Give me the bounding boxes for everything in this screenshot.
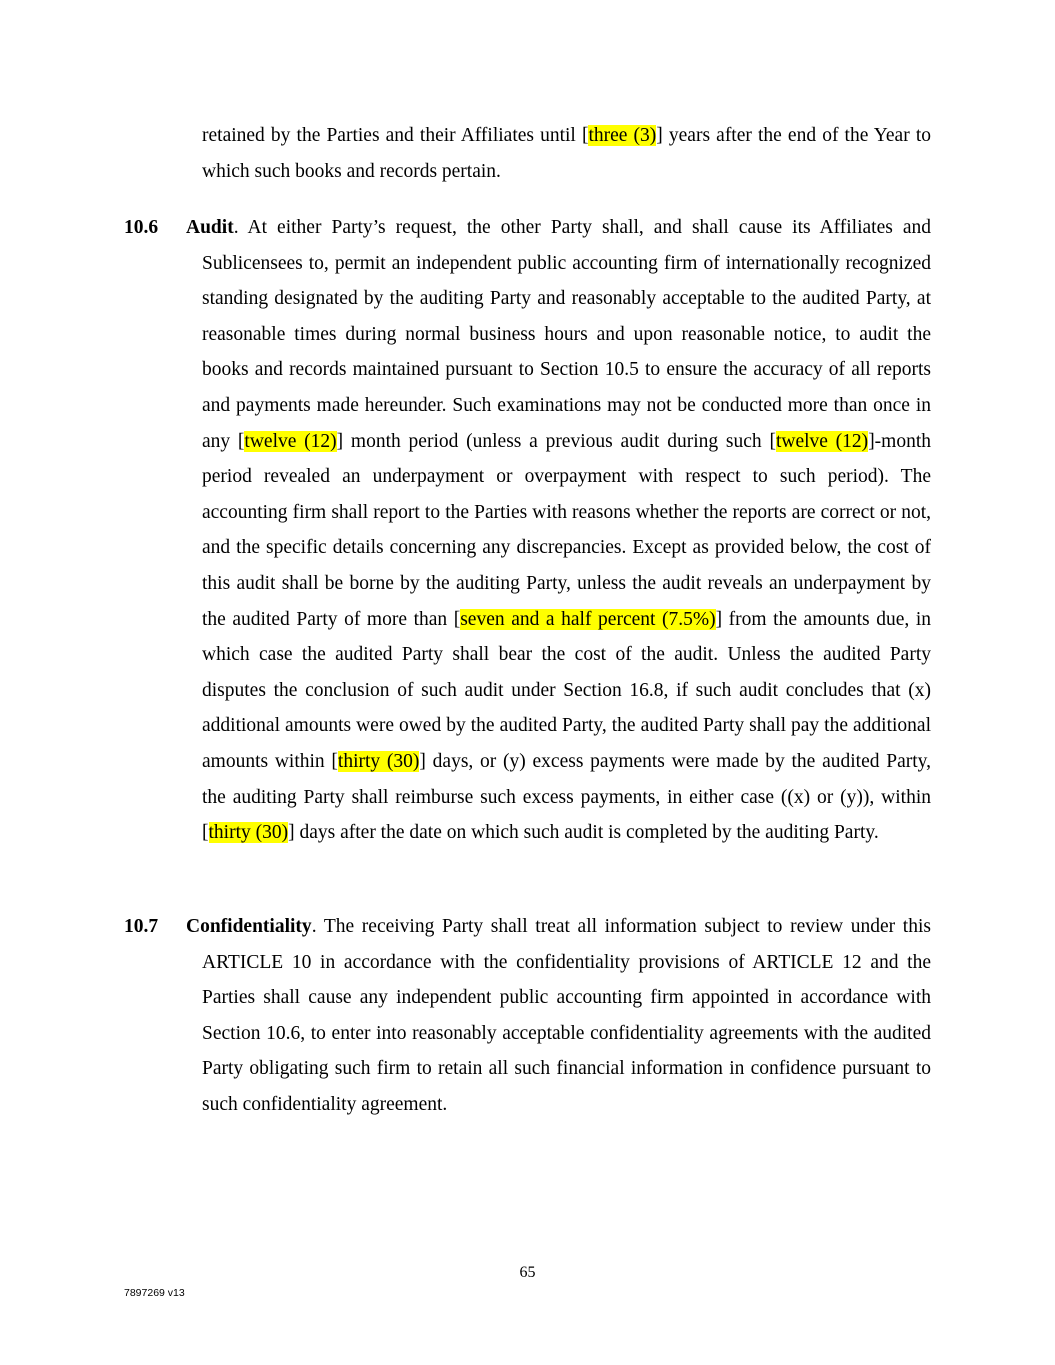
section-number: 10.7: [124, 916, 159, 937]
paragraph-text: ] from the amounts due, in which case the audited Party shall bear the cost of the audit. Unless the audited Party disputes the conclusion of such audit under Section 16.8, if such audit concludes that (x) additional amounts were owed by the audited Party, the audited Party shall pay the additional amounts within [: [202, 608, 931, 772]
paragraph-text: ] days, or (y) excess payments were made by the audited Party, the auditing Party shall reimburse such excess payments, in either case ((x) or (y)), within [: [202, 750, 932, 844]
paragraph-text: . At either Party’s request, the other Party shall, and shall cause its Affiliates and Sublicensees to, permit an independent public accounting firm of internationally recognized standing designated by the auditing Party and reasonably acceptable to the audited Party, at reasonable times during normal business hours and upon reasonable notice, to audit the books and records maintained pursuant to Section 10.5 to ensure the accuracy of all reports and payments made hereunder. Such examinations may not be conducted more than once in any [: [202, 217, 931, 452]
paragraph-text: ] years after the end of the Year to which such books and records pertain.: [202, 125, 931, 182]
highlighted-term: three (3): [588, 125, 657, 146]
paragraph-text: ] month period (unless a previous audit during such [: [336, 430, 776, 452]
paragraph-continuation: [202, 118, 931, 189]
paragraph-text: . The receiving Party shall treat all information subject to review under this ARTICLE 10 in accordance with the confidentiality provisions of ARTICLE 12 and the Parties shall cause any independent public accounting firm appointed in accordance with Section 10.6, to enter into reasonably acceptable confidentiality agreements with the audited Party obligating such firm to retain all such financial information in confidence pursuant to such confidentiality agreement.: [202, 916, 931, 1115]
highlighted-term: seven and a half percent (7.5%): [460, 608, 716, 630]
section-heading: Audit: [186, 217, 234, 238]
paragraph-text: ]-month period revealed an underpayment or overpayment with respect to such period). The accounting firm shall report to the Parties with reasons whether the reports are correct or not, and the specific details concerning any discrepancies. Except as provided below, the cost of this audit shall be borne by the auditing Party, unless the audit reveals an underpayment by the audited Party of more than [: [202, 430, 932, 630]
section-audit-paragraph: [186, 210, 932, 851]
section-heading: Confidentiality: [186, 916, 312, 937]
paragraph-text: ] days after the date on which such audit is completed by the auditing Party.: [288, 822, 879, 844]
paragraph-text: retained by the Parties and their Affiliates until [: [202, 125, 589, 146]
section-number: 10.6: [124, 217, 159, 238]
section-confidentiality-paragraph: [186, 909, 931, 1123]
page-number: 65: [519, 1264, 536, 1281]
highlighted-term: thirty (30): [208, 822, 289, 844]
document-id: 7897269 v13: [124, 1287, 185, 1299]
highlighted-term: thirty (30): [337, 750, 420, 772]
highlighted-term: twelve (12): [775, 430, 869, 452]
highlighted-term: twelve (12): [244, 430, 337, 452]
